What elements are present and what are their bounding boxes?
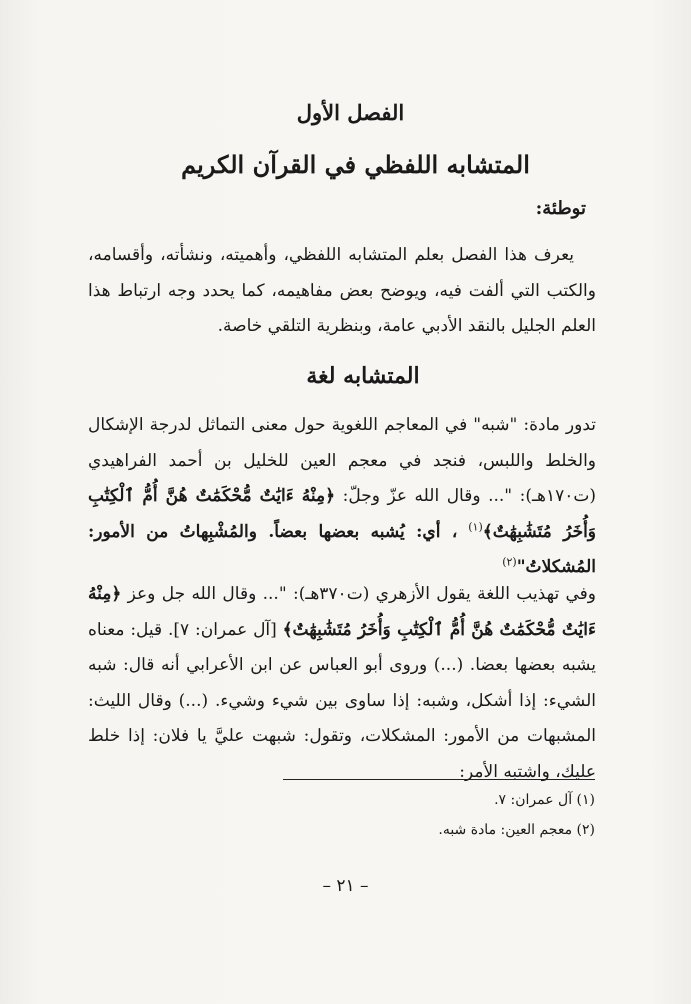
footnote-ref-1: (١) xyxy=(468,519,483,533)
quran-verse: ﴿مِنْهُ ءَايَٰتٌ مُّحْكَمَٰتٌ هُنَّ أُمُّ ٱلْكِتَٰبِ وَأُخَرُ مُتَشَٰبِهَٰتٌ﴾ xyxy=(88,486,597,542)
footnote-2: (٢) معجم العين: مادة شبه. xyxy=(438,822,595,838)
paragraph-tahdhib xyxy=(88,577,596,790)
paragraph-lexical-meaning xyxy=(88,408,596,586)
footnote-ref-2: (٢) xyxy=(502,555,517,569)
quran-verse-2: ﴿مِنْهُ ءَايَٰتٌ مُّحْكَمَٰتٌ هُنَّ أُمُّ ٱلْكِتَٰبِ وَأُخَرُ مُتَشَٰبِهَٰتٌ﴾ xyxy=(88,584,596,640)
chapter-title: المتشابه اللفظي في القرآن الكريم xyxy=(181,150,530,179)
footnote-1: (١) آل عمران: ٧. xyxy=(494,792,595,808)
intro-paragraph xyxy=(88,238,596,345)
section-heading: المتشابه لغة xyxy=(306,363,420,389)
chapter-number-heading: الفصل الأول xyxy=(296,100,405,125)
footnote-separator xyxy=(283,779,595,780)
paragraph-text-3: وفي تهذيب اللغة يقول الأزهري (ت٣٧٠هـ): "... وقال الله جل وعز xyxy=(127,584,597,604)
paragraph-text-1: تدور مادة: "شبه" في المعاجم اللغوية حول معنى التماثل لدرجة الإشكال والخلط واللبس، فنجد في معجم العين للخليل بن أحمد الفراهيدي (ت١٧٠هـ): "... وقال الله عزّ وجلّ: xyxy=(88,415,596,506)
page-number: – ٢١ – xyxy=(322,876,369,896)
paragraph-text-4: [آل عمران: ٧]. قيل: معناه يشبه بعضها بعضا. (...) وروى أبو العباس عن ابن الأعرابي أنه قال: شبه الشيء: إذا أشكل، وشبه: إذا ساوى بين شيء وشيء. (...) وقال الليث: المشبهات من الأمور: المشكلات، وتقول: شبهت عليَّ يا فلان: إذا خلط عليك، واشتبه الأمر: xyxy=(88,619,596,782)
paragraph-text-2: ، أي: يُشبه بعضها بعضاً. والمُشْبِهاتُ من الأمور: المُشكلاتُ" xyxy=(88,521,596,577)
intro-heading: توطئة: xyxy=(535,198,586,219)
intro-text: يعرف هذا الفصل بعلم المتشابه اللفظي، وأهميته، ونشأته، وأقسامه، والكتب التي ألفت فيه، ويوضح بعض مفاهيمه، كما يحدد وجه ارتباط هذا العلم الجليل بالنقد الأدبي عامة، وبنظرية التلقي خاصة. xyxy=(88,245,596,336)
